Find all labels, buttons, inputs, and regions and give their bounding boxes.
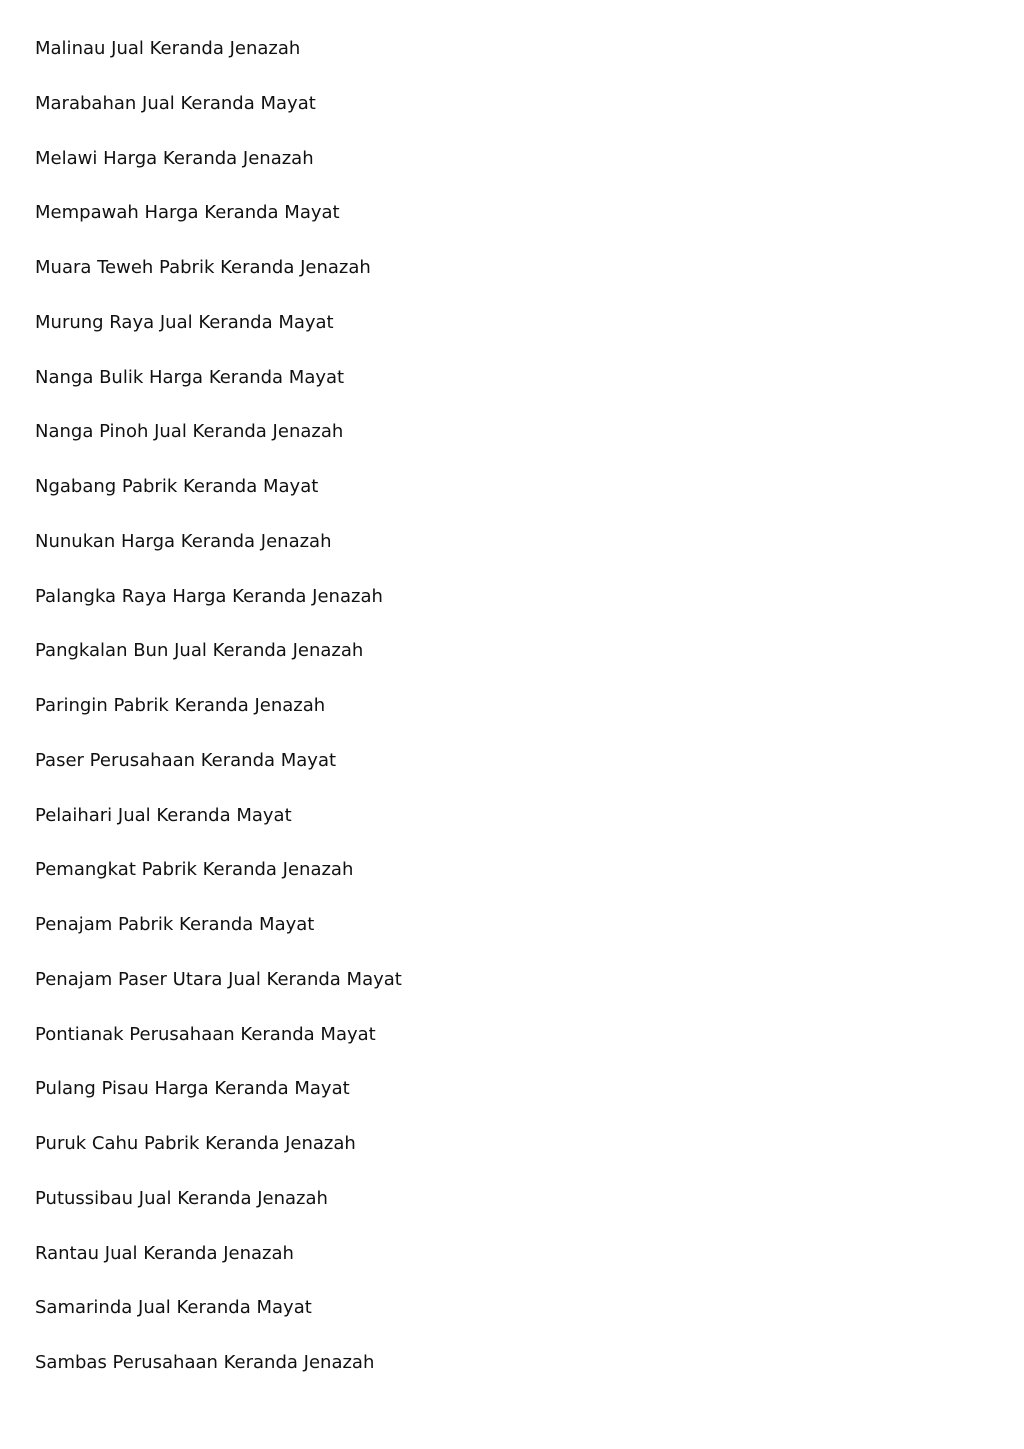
list-item: Pemangkat Pabrik Keranda Jenazah: [35, 859, 354, 881]
list-item: Paser Perusahaan Keranda Mayat: [35, 749, 337, 771]
list-item: Nanga Pinoh Jual Keranda Jenazah: [35, 421, 344, 443]
list-item: Nanga Bulik Harga Keranda Mayat: [35, 366, 345, 388]
list-item: Nunukan Harga Keranda Jenazah: [35, 530, 332, 552]
location-list: [35, 35, 402, 1404]
list-item: Malinau Jual Keranda Jenazah: [35, 38, 301, 59]
list-item: Mempawah Harga Keranda Mayat: [35, 202, 340, 224]
list-item: Putussibau Jual Keranda Jenazah: [35, 1187, 328, 1209]
list-item: Puruk Cahu Pabrik Keranda Jenazah: [35, 1133, 356, 1154]
list-item: Penajam Pabrik Keranda Mayat: [35, 914, 315, 935]
list-item: Palangka Raya Harga Keranda Jenazah: [35, 585, 383, 607]
list-item: Marabahan Jual Keranda Mayat: [35, 92, 316, 114]
list-item: Sambas Perusahaan Keranda Jenazah: [35, 1352, 375, 1373]
list-item: Penajam Paser Utara Jual Keranda Mayat: [35, 968, 402, 990]
list-item: Pontianak Perusahaan Keranda Mayat: [35, 1023, 376, 1045]
list-item: Samarinda Jual Keranda Mayat: [35, 1297, 312, 1319]
list-item: Muara Teweh Pabrik Keranda Jenazah: [35, 257, 371, 278]
list-item: Rantau Jual Keranda Jenazah: [35, 1242, 294, 1264]
list-item: Paringin Pabrik Keranda Jenazah: [35, 695, 326, 716]
list-item: Murung Raya Jual Keranda Mayat: [35, 311, 334, 333]
list-item: Pelaihari Jual Keranda Mayat: [35, 804, 292, 826]
list-item: Melawi Harga Keranda Jenazah: [35, 147, 314, 169]
list-item: Ngabang Pabrik Keranda Mayat: [35, 476, 319, 497]
list-item: Pulang Pisau Harga Keranda Mayat: [35, 1078, 350, 1100]
list-item: Pangkalan Bun Jual Keranda Jenazah: [35, 640, 364, 662]
